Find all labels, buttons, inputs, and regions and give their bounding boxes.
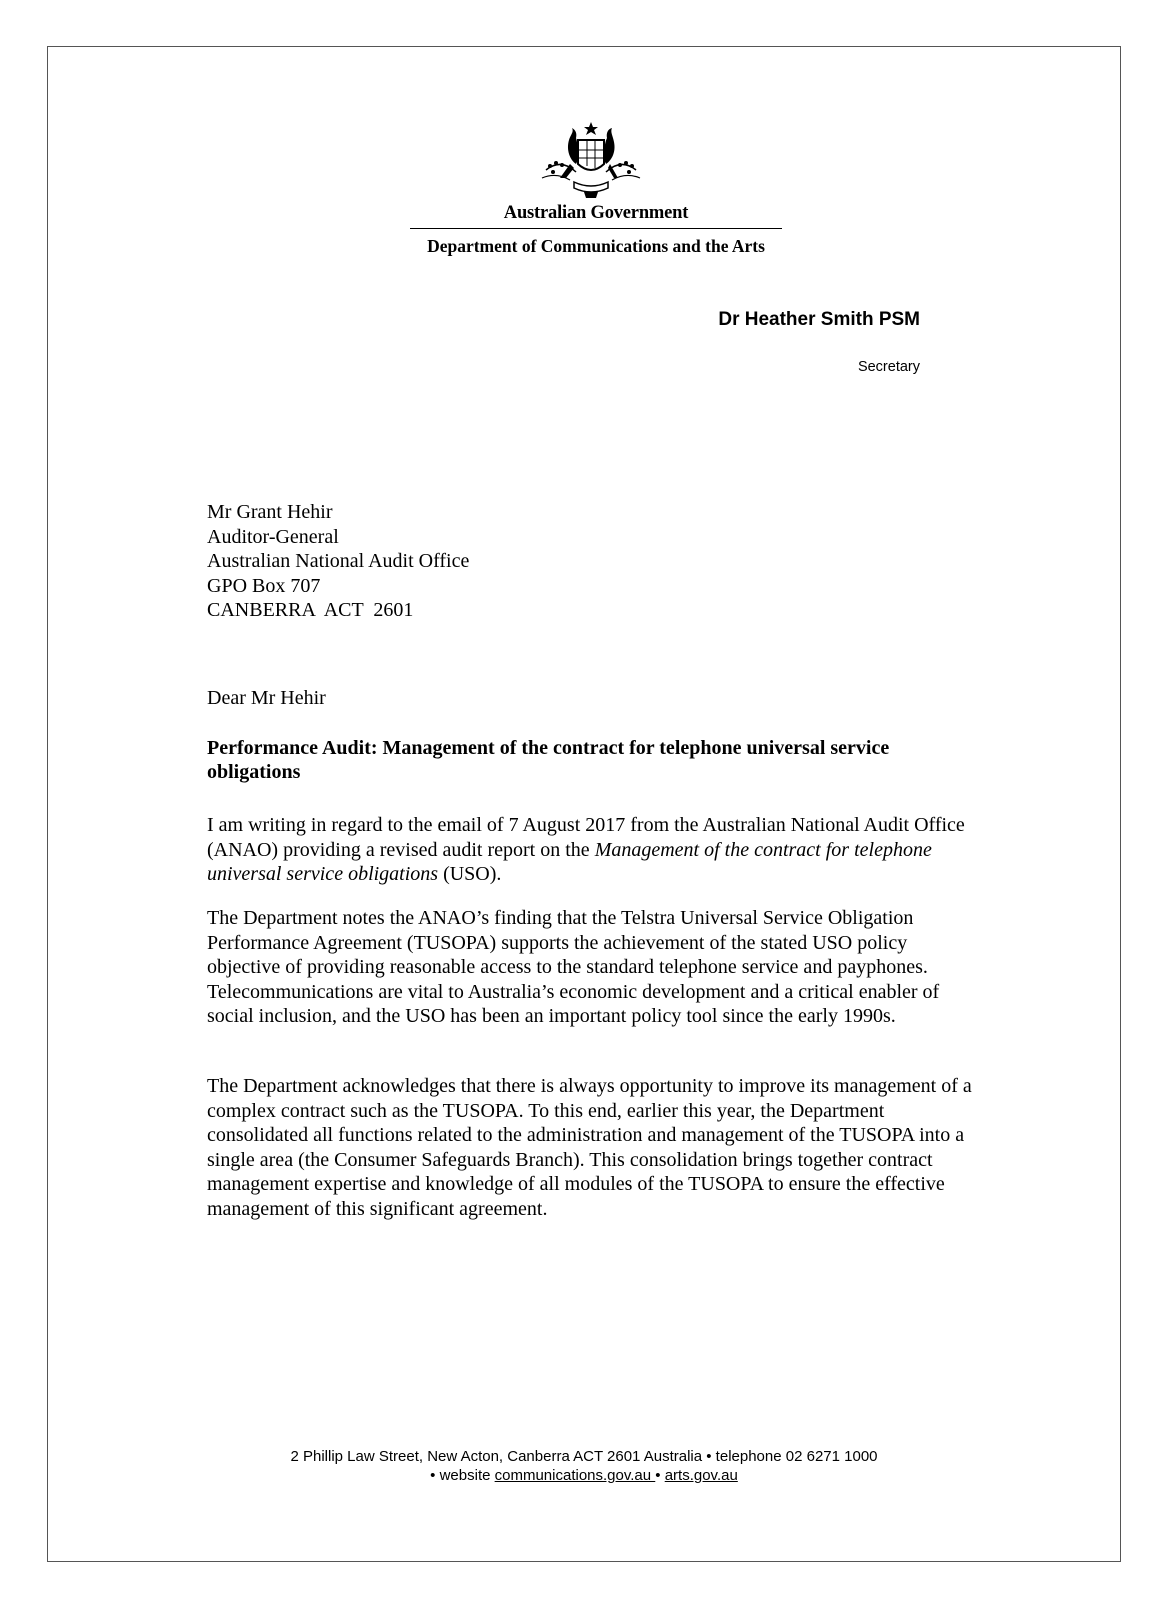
body-paragraph-1 <box>207 813 977 887</box>
recipient-title: Auditor-General <box>207 525 339 548</box>
page-border <box>47 46 1121 1562</box>
para1-text-start: I am writing in regard to the email of 7 August 2017 from the Australian National Audit Office (ANAO) providing a revised audit report on the <box>207 814 965 861</box>
salutation: Dear Mr Hehir <box>207 687 326 709</box>
footer-websites <box>0 1466 1168 1485</box>
recipient-po-box: GPO Box 707 <box>207 574 321 597</box>
recipient-organisation: Australian National Audit Office <box>207 550 470 572</box>
para1-text-end: (USO). <box>438 863 502 885</box>
footer-website-prefix: • website <box>430 1467 495 1484</box>
signatory-name: Dr Heather Smith PSM <box>718 309 920 330</box>
recipient-address <box>207 500 469 623</box>
footer-separator: • <box>655 1467 661 1484</box>
coat-of-arms-icon <box>536 120 646 200</box>
communications-website-link[interactable]: communications.gov.au <box>494 1467 656 1484</box>
letter-footer <box>0 1447 1168 1485</box>
footer-address: 2 Phillip Law Street, New Acton, Canberra ACT 2601 Australia • telephone 02 6271 1000 <box>290 1448 878 1465</box>
recipient-city: CANBERRA ACT 2601 <box>207 599 414 621</box>
para1-report-title: Management of the contract for telephone universal service obligations <box>207 838 932 885</box>
body-paragraph-3: The Department acknowledges that there is always opportunity to improve its management of a complex contract such as the TUSOPA. To this end, earlier this year, the Department consolidated all functions related to the administration and management of the TUSOPA into a single area (the Consumer Safeguards Branch). This consolidation brings together contract management expertise and knowledge of all modules of the TUSOPA to ensure the effective management of this significant agreement. <box>207 1075 972 1220</box>
department-name: Department of Communications and the Arts <box>427 236 765 256</box>
recipient-name: Mr Grant Hehir <box>207 501 333 523</box>
signatory-title: Secretary <box>857 359 920 375</box>
letter-subject: Performance Audit: Management of the contract for telephone universal service obligations <box>207 737 890 783</box>
body-paragraph-2: The Department notes the ANAO’s finding that the Telstra Universal Service Obligation Performance Agreement (TUSOPA) supports the achievement of the stated USO policy objective of providing reasonable access to the standard telephone service and payphones. Telecommunications are vital to Australia’s economic development and a critical enabler of social inclusion, and the USO has been an important policy tool since the early 1990s. <box>207 907 940 1027</box>
letterhead-divider <box>410 228 782 229</box>
arts-website-link[interactable]: arts.gov.au <box>664 1467 738 1484</box>
government-name: Australian Government <box>503 203 689 223</box>
